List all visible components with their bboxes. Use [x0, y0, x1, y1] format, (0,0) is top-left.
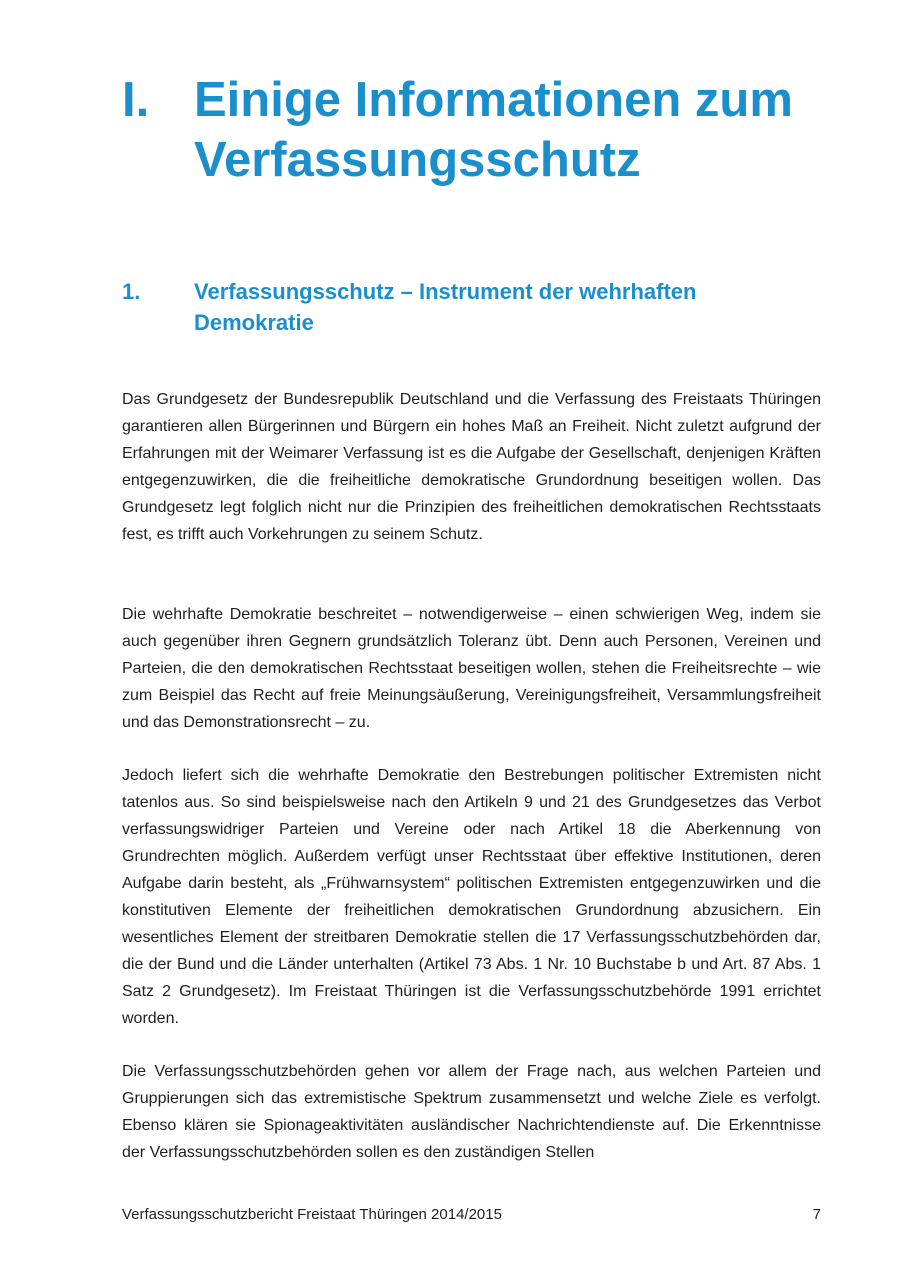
footer-publication-title: Verfassungsschutzbericht Freistaat Thüringen 2014/2015: [122, 1206, 502, 1223]
section-number: 1.: [122, 279, 141, 304]
section-title: Verfassungsschutz – Instrument der wehrhaften Demokratie: [194, 279, 697, 335]
body-paragraph: Die Verfassungsschutzbehörden gehen vor allem der Frage nach, aus welchen Parteien und Gruppierungen sich das extremistische Spektrum zusammensetzt und welche Ziele es verfolgt. Ebenso klären sie Spionageaktivitäten ausländischer Nachrichtendienste auf. Die Erkenntnisse der Verfassungsschutzbehörden sollen es den zuständigen Stellen: [122, 1063, 821, 1161]
chapter-title: Einige Informationen zum Verfassungsschutz: [194, 73, 793, 187]
chapter-number: I.: [122, 73, 150, 127]
body-paragraph: Das Grundgesetz der Bundesrepublik Deutschland und die Verfassung des Freistaats Thüringen garantieren allen Bürgerinnen und Bürgern ein hohes Maß an Freiheit. Nicht zuletzt aufgrund der Erfahrungen mit der Weimarer Verfassung ist es die Aufgabe der Gesellschaft, denjenigen Kräften entgegenzuwirken, die die freiheitliche demokratische Grundordnung beseitigen wollen. Das Grundgesetz legt folglich nicht nur die Prinzipien des freiheitlichen demokratischen Rechtsstaats fest, es trifft auch Vorkehrungen zu seinem Schutz.: [122, 391, 821, 543]
page-number: 7: [812, 1206, 821, 1223]
body-paragraph: Die wehrhafte Demokratie beschreitet – notwendigerweise – einen schwierigen Weg, indem sie auch gegenüber ihren Gegnern grundsätzlich Toleranz übt. Denn auch Personen, Vereinen und Parteien, die den demokratischen Rechtsstaat beseitigen wollen, stehen die Freiheitsrechte – wie zum Beispiel das Recht auf freie Meinungsäußerung, Vereinigungsfreiheit, Versammlungsfreiheit und das Demonstrationsrecht – zu.: [122, 606, 821, 731]
body-paragraph: Jedoch liefert sich die wehrhafte Demokratie den Bestrebungen politischer Extremisten nicht tatenlos aus. So sind beispielsweise nach den Artikeln 9 und 21 des Grundgesetzes das Verbot verfassungswidriger Parteien und Vereine oder nach Artikel 18 die Aberkennung von Grundrechten möglich. Außerdem verfügt unser Rechtsstaat über effektive Institutionen, deren Aufgabe darin besteht, als „Frühwarnsystem“ politischen Extremisten entgegenzuwirken und die konstitutiven Elemente der freiheitlichen demokratischen Grundordnung abzusichern. Ein wesentliches Element der streitbaren Demokratie stellen die 17 Verfassungsschutzbehörden dar, die der Bund und die Länder unterhalten (Artikel 73 Abs. 1 Nr. 10 Buchstabe b und Art. 87 Abs. 1 Satz 2 Grundgesetz). Im Freistaat Thüringen ist die Verfassungsschutzbehörde 1991 errichtet worden.: [122, 767, 821, 1027]
